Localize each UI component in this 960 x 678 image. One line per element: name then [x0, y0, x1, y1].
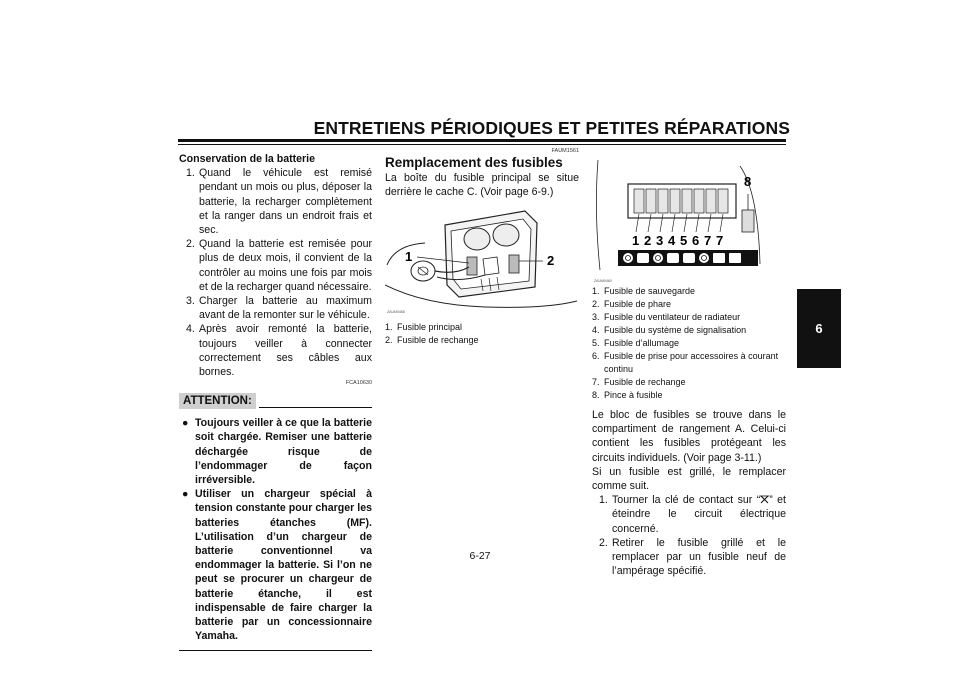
step-number: 3.	[186, 295, 195, 308]
header-rule-thin	[178, 144, 786, 145]
storage-step	[179, 294, 372, 322]
caption-number: 1.	[592, 286, 600, 296]
attention-text: Toujours veiller à ce que la batterie soit chargée. Remiser une batterie déchargée risque de l’endommager de façon irréversible.	[195, 417, 372, 487]
fuse-number-7: 7	[704, 233, 712, 248]
header-rule-thick	[178, 139, 786, 142]
caption-text: Fusible de rechange	[397, 335, 479, 346]
step-number: 2.	[186, 238, 195, 251]
caption-number: 1.	[385, 322, 393, 333]
ignition-icon	[683, 253, 695, 263]
storage-step	[179, 166, 372, 237]
figure-code: ZAUM0460	[594, 279, 612, 283]
step-text: Retirer le fusible grillé et le remplacer par un fusible neuf de l’ampérage spécifié.	[612, 536, 786, 578]
attention-list	[179, 416, 372, 643]
fuse-number-7b: 7	[716, 233, 724, 248]
bullet-icon: ●	[182, 417, 189, 430]
right-column	[592, 152, 786, 578]
step-text: Quand le véhicule est remisé pendant un mois ou plus, déposer la batterie, la recharger complètement et la ranger dans un endroit frais et sec.	[199, 167, 372, 237]
middle-column	[385, 147, 579, 347]
fuse-number-5: 5	[680, 233, 688, 248]
fuse-box-illustration	[592, 152, 786, 282]
step-number: 2.	[599, 536, 608, 549]
step-text-before: Tourner la clé de contact sur “	[612, 494, 761, 507]
caption-number: 3.	[592, 312, 600, 322]
attention-end-rule	[179, 650, 372, 651]
radiator-fan-icon	[653, 253, 663, 263]
fuse-number-2: 2	[644, 233, 652, 248]
reference-code: FAUM1561	[551, 148, 579, 154]
caption-number: 2.	[592, 299, 600, 309]
caption-number: 7.	[592, 377, 600, 387]
caption-text: Fusible d’allumage	[604, 338, 680, 348]
step-text: Charger la batterie au maximum avant de la remonter sur le véhicule.	[199, 295, 372, 322]
dc-outlet-icon	[699, 253, 709, 263]
signal-system-icon	[667, 253, 679, 263]
storage-step	[179, 237, 372, 294]
caption-item	[592, 337, 786, 350]
main-fuse-illustration	[385, 205, 579, 315]
spare-fuse-slot-icon	[713, 253, 725, 263]
spare-fuse-slot-icon	[729, 253, 741, 263]
fuse-box-figure	[592, 152, 786, 282]
caption-text: Fusible de prise pour accessoires à courant continu	[604, 351, 779, 374]
page-number: 6-27	[469, 550, 491, 562]
replace-steps	[592, 493, 786, 578]
caption-number: 4.	[592, 325, 600, 335]
left-column	[179, 152, 372, 651]
fuse-intro: La boîte du fusible principal se situe derrière le cache C. (Voir page 6-9.)	[385, 172, 579, 199]
caption-text: Fusible de phare	[604, 299, 672, 309]
step-number: 1.	[599, 494, 608, 507]
caption-text: Fusible de sauvegarde	[604, 286, 696, 296]
attention-item	[179, 416, 372, 487]
fuse-number-3: 3	[656, 233, 664, 248]
callout-8: 8	[744, 174, 752, 189]
caption-item	[385, 334, 579, 347]
headlight-icon	[637, 253, 649, 263]
storage-step	[179, 322, 372, 379]
caption-text: Fusible du système de signalisation	[604, 325, 747, 335]
callout-1: 1	[405, 249, 413, 265]
attention-text: Utiliser un chargeur spécial à tension constante pour charger les batteries étanches (MF). L’utilisation d’un chargeur de batterie conventionnel va endommager la batterie. Si l’on ne peut se procurer un chargeur de batterie étanche, il est indispensable de faire charger la batterie par un concessionnaire Yamaha.	[195, 488, 372, 643]
caption-item	[592, 285, 786, 298]
step-text: Quand la batterie est remisée pour plus de deux mois, il convient de la contrôler au moins une fois par mois et de la recharger quand nécessaire.	[199, 238, 372, 293]
caption-text: Fusible du ventilateur de radiateur	[604, 312, 741, 322]
replace-step	[592, 536, 786, 579]
figure-code: ZAUM0458	[387, 310, 405, 315]
fuse-number-4: 4	[668, 233, 676, 248]
reference-code: FCA10630	[345, 380, 372, 387]
fuse-number-6: 6	[692, 233, 700, 248]
page-header-title: ENTRETIENS PÉRIODIQUES ET PETITES RÉPARATIONS	[313, 118, 790, 138]
replace-intro: Si un fusible est grillé, le remplacer comme suit.	[592, 465, 786, 493]
fuse-box-captions	[592, 285, 786, 402]
bullet-icon: ●	[182, 488, 189, 501]
fuse-number-1: 1	[632, 233, 640, 248]
step-number: 4.	[186, 323, 195, 336]
caption-item	[592, 311, 786, 324]
replace-step	[592, 493, 786, 536]
caption-text: Pince à fusible	[604, 390, 663, 400]
section-title: Remplacement des fusibles	[385, 155, 563, 170]
attention-header	[179, 393, 372, 410]
main-fuse-captions	[385, 321, 579, 347]
caption-item	[592, 350, 786, 376]
main-fuse-figure	[385, 205, 579, 315]
caption-item	[385, 321, 579, 334]
caption-number: 2.	[385, 335, 393, 346]
caption-item	[592, 324, 786, 337]
step-text-after: ” et éteindre le circuit électrique concerné.	[612, 494, 786, 535]
caption-item	[592, 376, 786, 389]
caption-number: 6.	[592, 351, 600, 361]
storage-steps	[179, 166, 372, 379]
caption-text: Fusible principal	[397, 322, 463, 333]
step-text: Après avoir remonté la batterie, toujours veiller à connecter correctement ses câbles aux bornes.	[199, 323, 372, 379]
caption-number: 5.	[592, 338, 600, 348]
caption-number: 8.	[592, 390, 600, 400]
chapter-tab: 6	[797, 289, 841, 368]
attention-label: ATTENTION:	[179, 393, 256, 409]
caption-item	[592, 298, 786, 311]
caption-text: Fusible de rechange	[604, 377, 686, 387]
storage-heading: Conservation de la batterie	[179, 153, 315, 165]
step-number: 1.	[186, 167, 195, 180]
backup-fuse-icon	[623, 253, 633, 263]
fuse-box-paragraph: Le bloc de fusibles se trouve dans le compartiment de rangement A. Celui-ci contient les fusibles protégeant les circuits individuels. (Voir page 3-11.)	[592, 409, 786, 464]
caption-item	[592, 389, 786, 402]
key-off-icon	[760, 495, 769, 504]
attention-rule	[259, 407, 372, 408]
callout-2: 2	[547, 253, 555, 269]
attention-item	[179, 487, 372, 643]
